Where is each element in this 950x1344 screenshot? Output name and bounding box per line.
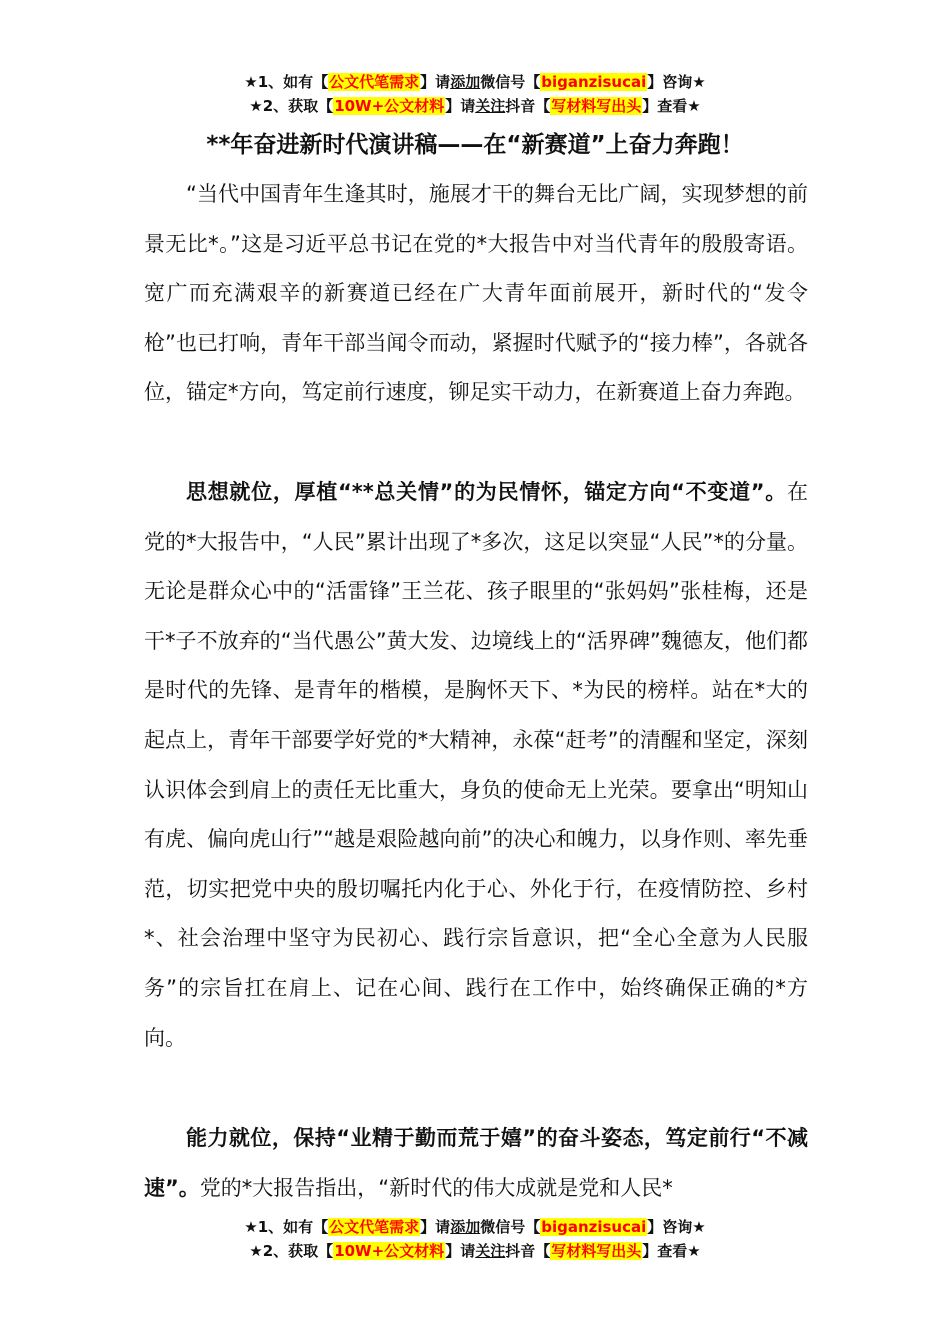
banner-text: 微信号【 [480,1218,541,1236]
section-body: 党的*大报告指出，“新时代的伟大成就是党和人民* [199,1175,673,1200]
banner-text: 】查看★ [642,1242,701,1260]
banner-line-1 [0,1215,950,1239]
banner-underline: 关注 [475,97,506,115]
paragraph-intro: “当代中国青年生逢其时，施展才干的舞台无比广阔，实现梦想的前景无比*。”这是习近平总书记在党的*大报告中对当代青年的殷殷寄语。宽广而充满艰辛的新赛道已经在广大青年面前展开，新时代的“发令枪”也已打响，青年干部当闻令而动，紧握时代赋予的“接力棒”，各就各位，锚定*方向，笃定前行速度，铆足实干动力，在新赛道上奋力奔跑。 [144,182,808,405]
banner-underline: 关注 [475,1242,506,1260]
douyin-id-highlight: 写材料写出头 [551,1242,642,1260]
wechat-id-highlight: biganzisucai [541,73,647,91]
banner-text: 】咨询★ [647,1218,706,1236]
banner-text: ★2、获取【 [249,97,334,115]
header-banner [0,70,950,118]
banner-text: 】请 [445,1242,476,1260]
banner-line-2 [0,1239,950,1263]
banner-underline: 添加 [450,1218,481,1236]
section-heading: 思想就位，厚植“**总关情”的为民情怀，锚定方向“不变道”。 [186,480,787,504]
banner-text: 】咨询★ [647,73,706,91]
banner-text: 】请 [420,73,451,91]
banner-highlight: 公文代笔需求 [329,73,420,91]
banner-line-1 [0,70,950,94]
douyin-id-highlight: 写材料写出头 [551,97,642,115]
banner-text: ★1、如有【 [244,73,329,91]
banner-highlight: 10W+公文材料 [334,1242,445,1260]
banner-line-2 [0,94,950,118]
banner-text: 】请 [445,97,476,115]
banner-text: ★1、如有【 [244,1218,329,1236]
banner-underline: 添加 [450,73,481,91]
wechat-id-highlight: biganzisucai [541,1218,647,1236]
banner-text: 抖音【 [505,1242,551,1260]
banner-text: 】查看★ [642,97,701,115]
document-title: **年奋进新时代演讲稿——在“新赛道”上奋力奔跑！ [206,132,744,158]
paragraph-section-1 [144,468,808,1063]
paragraph-section-2 [144,1114,808,1213]
banner-highlight: 公文代笔需求 [329,1218,420,1236]
banner-text: 】请 [420,1218,451,1236]
banner-highlight: 10W+公文材料 [334,97,445,115]
section-body: 在党的*大报告中，“人民”累计出现了*多次，这足以突显“人民”*的分量。无论是群众心中的“活雷锋”王兰花、孩子眼里的“张妈妈”张桂梅，还是干*子不放弃的“当代愚公”黄大发、边境线上的“活界碑”魏德友，他们都是时代的先锋、是青年的楷模，是胸怀天下、*为民的榜样。站在*大的起点上，青年干部要学好党的*大精神，永葆“赶考”的清醒和坚定，深刻认识体会到肩上的责任无比重大，身负的使命无上光荣。要拿出“明知山有虎、偏向虎山行”“越是艰险越向前”的决心和魄力，以身作则、率先垂范，切实把党中央的殷切嘱托内化于心、外化于行，在疫情防控、乡村*、社会治理中坚守为民初心、践行宗旨意识，把“全心全意为人民服务”的宗旨扛在肩上、记在心间、践行在工作中，始终确保正确的*方向。 [144,480,808,1050]
section-heading: 能力就位，保持“业精于勤而荒于嬉”的奋斗姿态，笃定前行“不减速”。 [144,1126,808,1200]
banner-text: 抖音【 [505,97,551,115]
footer-banner [0,1215,950,1263]
banner-text: ★2、获取【 [249,1242,334,1260]
banner-text: 微信号【 [480,73,541,91]
